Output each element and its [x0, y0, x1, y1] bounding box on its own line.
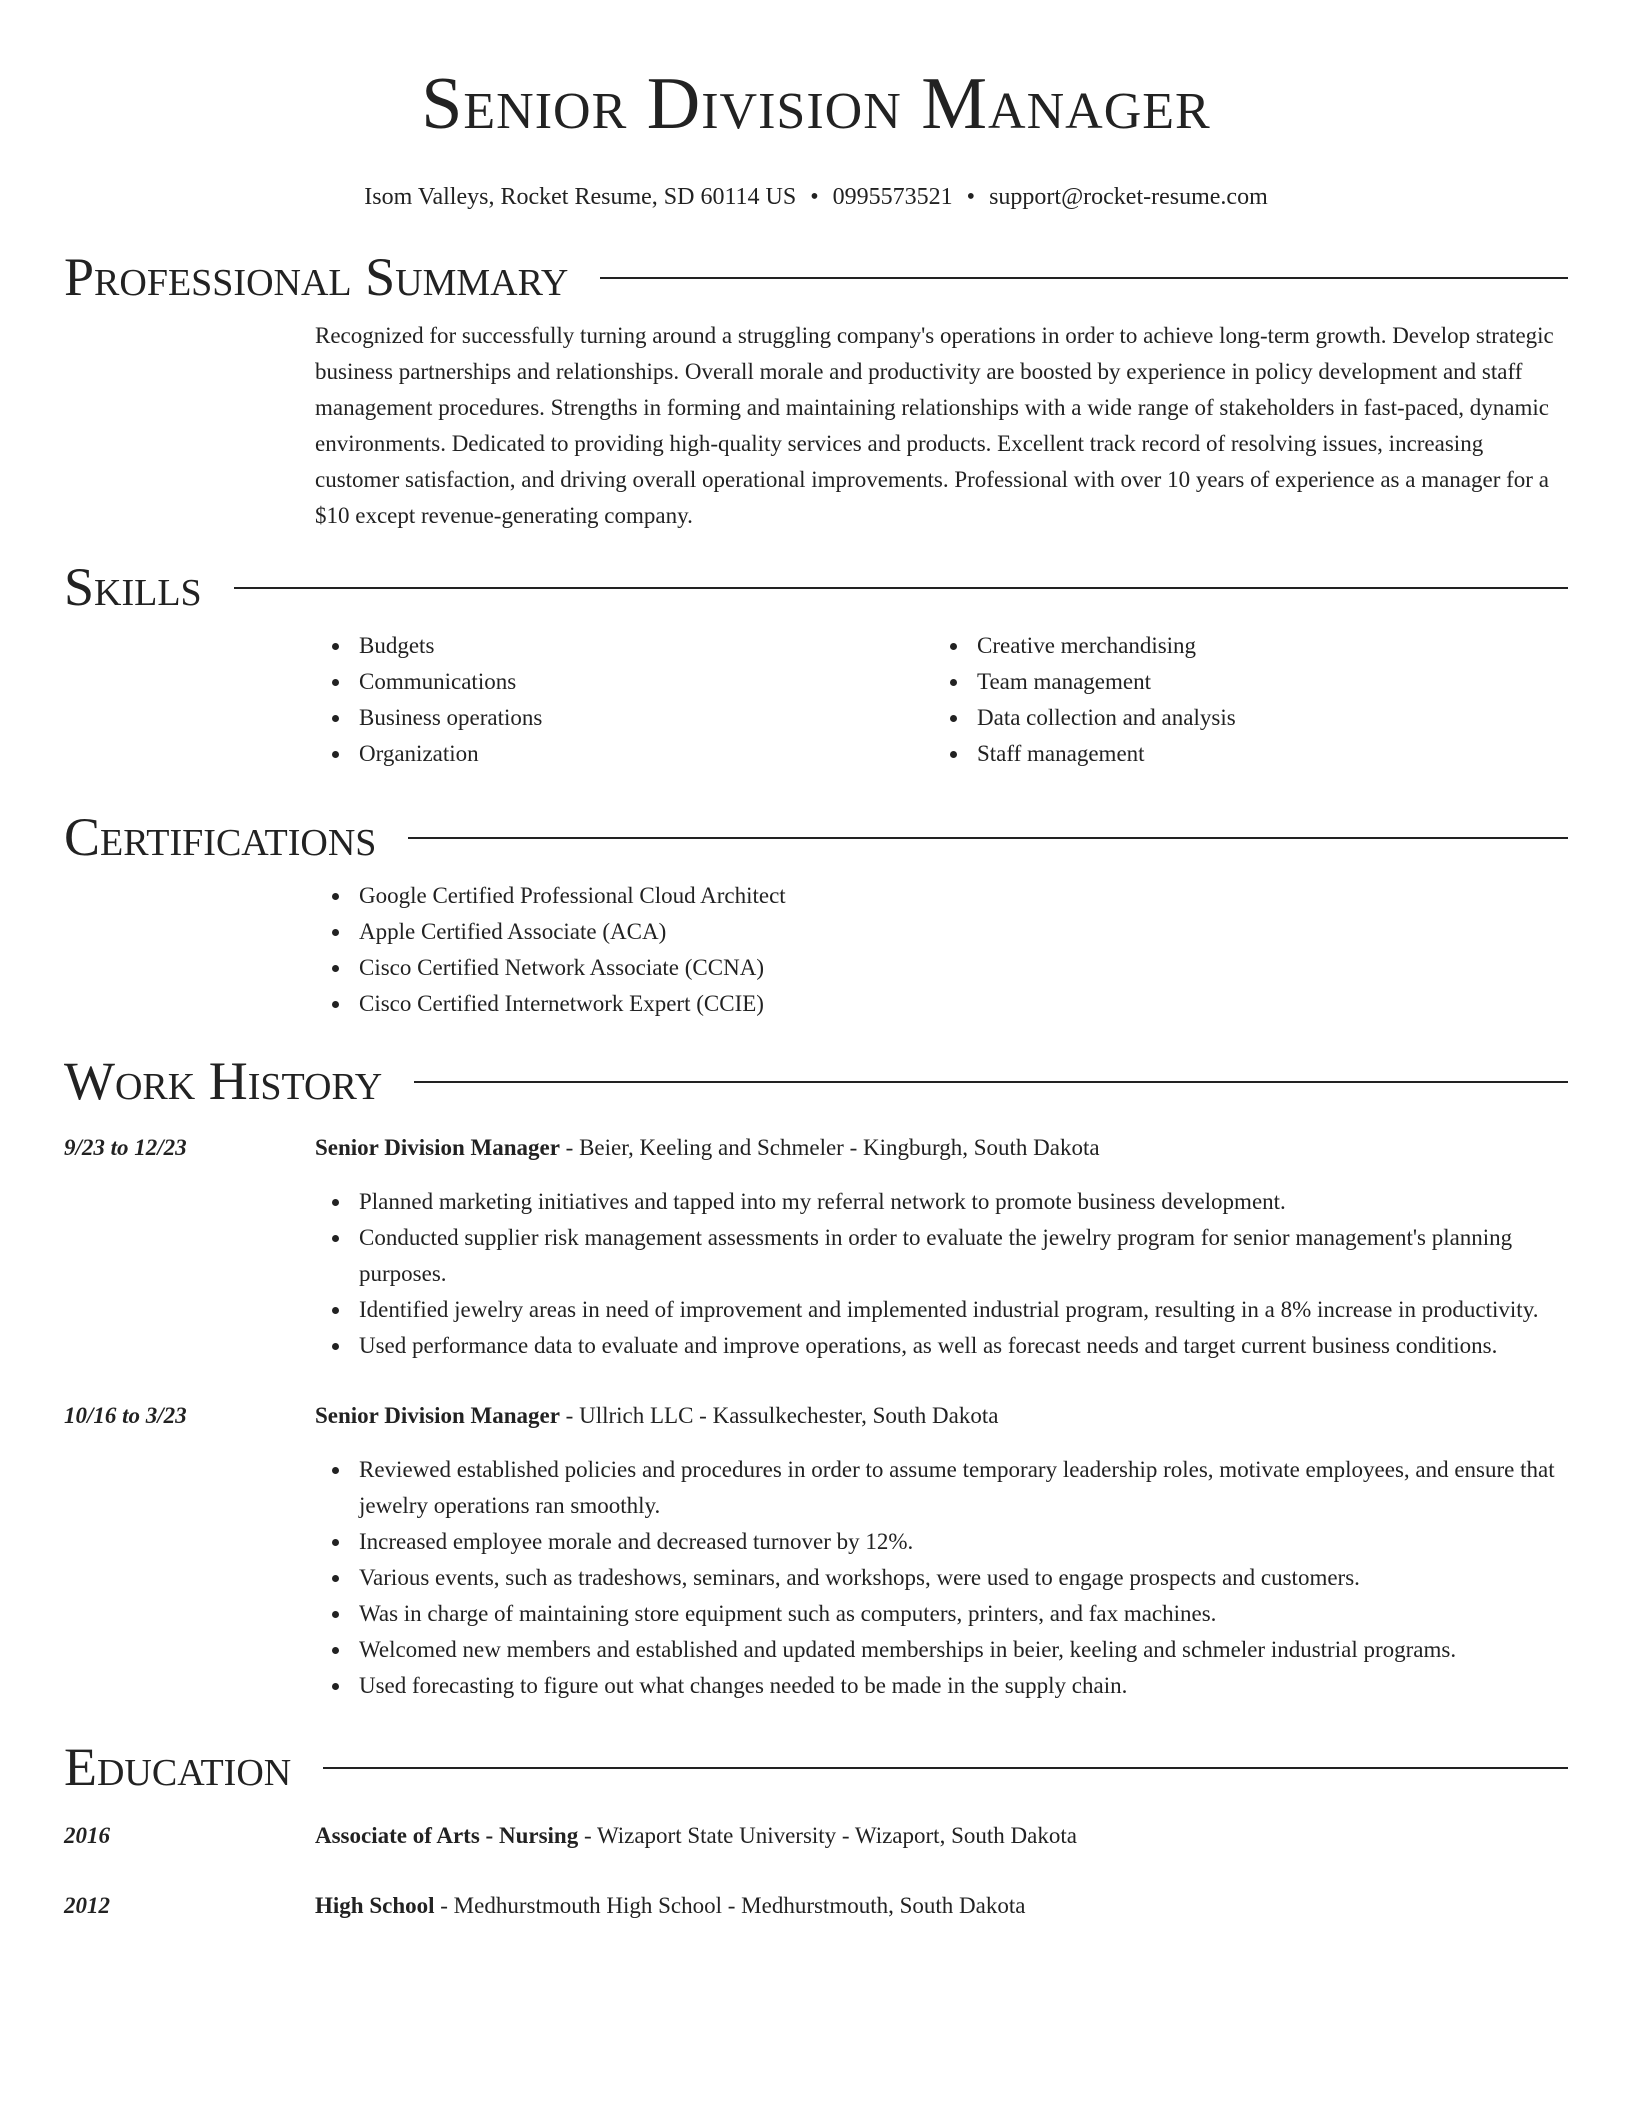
education-year: 2016 — [64, 1823, 110, 1848]
contact-line — [64, 182, 1568, 212]
job-bullet: Was in charge of maintaining store equipment such as computers, printers, and fax machines. — [359, 1596, 1568, 1632]
job-bullet: Used forecasting to figure out what changes needed to be made in the supply chain. — [359, 1668, 1568, 1704]
job-details: - Ullrich LLC - Kassulkechester, South Dakota — [559, 1403, 999, 1428]
section-divider — [408, 837, 1568, 839]
skill-item: Team management — [977, 664, 1551, 700]
job-dates: 9/23 to 12/23 — [64, 1135, 187, 1160]
job-dates: 10/16 to 3/23 — [64, 1403, 187, 1428]
section-divider — [234, 587, 1568, 589]
section-divider — [323, 1767, 1568, 1769]
work-history-section-title: Work History — [64, 1051, 383, 1111]
skill-item: Budgets — [359, 628, 933, 664]
skills-section-title: Skills — [64, 557, 202, 617]
skills-column-right — [933, 628, 1551, 772]
skill-item: Communications — [359, 664, 933, 700]
certification-item: Cisco Certified Internetwork Expert (CCIE) — [359, 986, 1568, 1022]
work-history-section-header — [64, 1050, 1568, 1112]
skill-item: Data collection and analysis — [977, 700, 1551, 736]
job-entry — [64, 1398, 1568, 1704]
summary-body — [315, 318, 1568, 534]
education-content — [315, 1888, 1568, 1924]
education-entry — [64, 1888, 1568, 1924]
education-details: - Wizaport State University - Wizaport, South Dakota — [578, 1823, 1077, 1848]
education-content — [315, 1818, 1568, 1854]
skill-item: Staff management — [977, 736, 1551, 772]
skills-section-header — [64, 556, 1568, 618]
job-heading — [315, 1130, 1568, 1166]
section-divider — [414, 1081, 1568, 1083]
education-degree: Associate of Arts - Nursing — [315, 1823, 579, 1848]
job-bullet: Various events, such as tradeshows, seminars, and workshops, were used to engage prospects and customers. — [359, 1560, 1568, 1596]
job-role: Senior Division Manager — [315, 1403, 560, 1428]
certifications-section-title: Certifications — [64, 807, 377, 867]
job-bullet: Increased employee morale and decreased turnover by 12%. — [359, 1524, 1568, 1560]
certifications-section-header — [64, 806, 1568, 868]
skill-item: Creative merchandising — [977, 628, 1551, 664]
education-degree: High School — [315, 1893, 435, 1918]
education-section-header — [64, 1736, 1568, 1798]
education-year: 2012 — [64, 1893, 110, 1918]
job-bullet: Identified jewelry areas in need of improvement and implemented industrial program, resulting in a 8% increase in productivity. — [359, 1292, 1568, 1328]
summary-section-header — [64, 246, 1568, 308]
job-content — [315, 1398, 1568, 1704]
job-bullet: Reviewed established policies and procedures in order to assume temporary leadership roles, motivate employees, and ensure that jewelry operations ran smoothly. — [359, 1452, 1568, 1524]
certification-item: Cisco Certified Network Associate (CCNA) — [359, 950, 1568, 986]
job-content — [315, 1130, 1568, 1364]
skills-column-left — [315, 628, 933, 772]
certification-item: Apple Certified Associate (ACA) — [359, 914, 1568, 950]
resume-name-heading: Senior Division Manager — [421, 63, 1211, 145]
skills-grid — [315, 628, 1568, 772]
education-details: - Medhurstmouth High School - Medhurstmouth, South Dakota — [434, 1893, 1026, 1918]
summary-section-title: Professional Summary — [64, 247, 569, 307]
section-divider — [600, 277, 1568, 279]
job-heading — [315, 1398, 1568, 1434]
job-bullet: Conducted supplier risk management assessments in order to evaluate the jewelry program for senior management's planning purposes. — [359, 1220, 1568, 1292]
job-role: Senior Division Manager — [315, 1135, 560, 1160]
skill-item: Organization — [359, 736, 933, 772]
certifications-list — [315, 878, 1568, 1022]
skill-item: Business operations — [359, 700, 933, 736]
contact-phone: 0995573521 — [832, 184, 953, 210]
contact-email: support@rocket-resume.com — [989, 184, 1268, 210]
education-entry — [64, 1818, 1568, 1854]
summary-text: Recognized for successfully turning around a struggling company's operations in order to achieve long-term growth. Develop strategic business partnerships and relationships. Overall morale and productivity are boosted by experience in policy development and staff management procedures. Strengths in forming and maintaining relationships with a wide range of stakeholders in fast-paced, dynamic environments. Dedicated to providing high-quality services and products. Excellent track record of resolving issues, increasing customer satisfaction, and driving overall operational improvements. Professional with over 10 years of experience as a manager for a $10 except revenue-generating company. — [315, 323, 1554, 528]
contact-address: Isom Valleys, Rocket Resume, SD 60114 US — [364, 184, 797, 210]
contact-separator: • — [810, 184, 819, 210]
certification-item: Google Certified Professional Cloud Architect — [359, 878, 1568, 914]
job-bullet: Used performance data to evaluate and improve operations, as well as forecast needs and target current business conditions. — [359, 1328, 1568, 1364]
job-entry — [64, 1130, 1568, 1364]
job-details: - Beier, Keeling and Schmeler - Kingburgh, South Dakota — [559, 1135, 1100, 1160]
contact-separator: • — [966, 184, 976, 210]
education-section-title: Education — [64, 1737, 292, 1797]
job-bullet: Planned marketing initiatives and tapped into my referral network to promote business development. — [359, 1184, 1568, 1220]
job-bullet: Welcomed new members and established and updated memberships in beier, keeling and schmeler industrial programs. — [359, 1632, 1568, 1668]
